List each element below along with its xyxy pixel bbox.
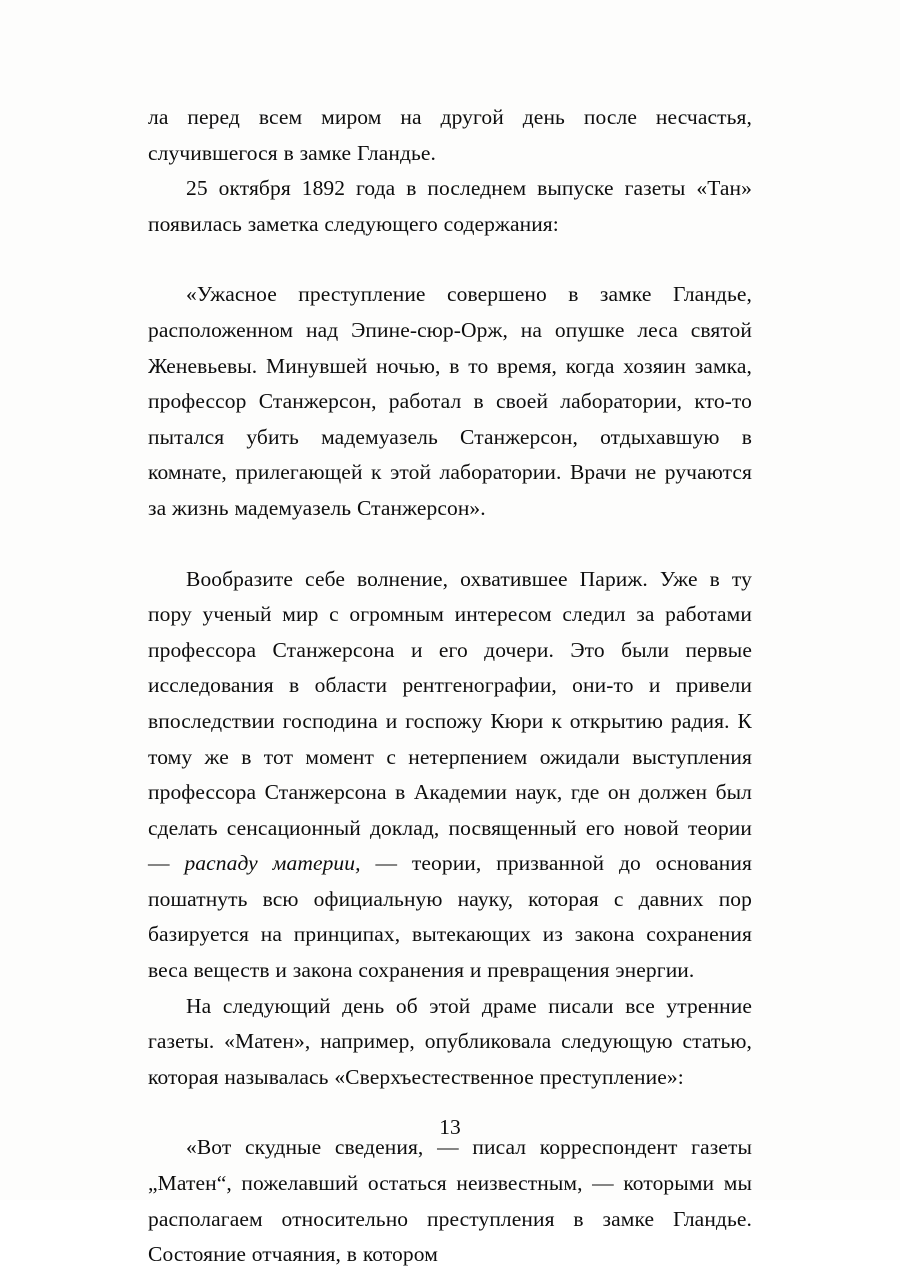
paragraph-paris-excitement bbox=[148, 562, 752, 989]
paragraph-spacer bbox=[148, 527, 752, 562]
paragraph-quote-matin: «Вот скудные сведения, — писал корреспондент газеты „Матен“, пожелавший остаться неизвестным, — которыми мы располагаем относительно преступления в замке Гландье. Состояние отчаяния, в котором bbox=[148, 1135, 752, 1267]
paragraph-quote-crime: «Ужасное преступление совершено в замке Гландье, расположенном над Эпине-сюр-Орж, на опушке леса святой Женевьевы. Минувшей ночью, в то время, когда хозяин замка, профессор Станжерсон, работал в своей лаборатории, кто-то пытался убить мадемуазель Станжерсон, отдыхавшую в комнате, прилегающей к этой лаборатории. Врачи не ручаются за жизнь мадемуазель Станжерсон». bbox=[148, 282, 752, 520]
paragraph-text-after-italic: — теории, призванной до основания пошатнуть всю официальную науку, которая с давних пор базируется на принципах, вытекающих из закона сохранения веса веществ и закона сохранения и превращения энергии. bbox=[148, 851, 752, 983]
emphasized-term-decay-of-matter: распаду материи, bbox=[184, 851, 361, 876]
paragraph-date-note: 25 октября 1892 года в последнем выпуске газеты «Тан» появилась заметка следующего содержания: bbox=[148, 176, 752, 236]
paragraph-continued: ла перед всем миром на другой день после несчастья, случившегося в замке Гландье. bbox=[148, 105, 752, 165]
paragraph-spacer bbox=[148, 242, 752, 277]
paragraph-text-before-italic: Вообразите себе волнение, охватившее Париж. Уже в ту пору ученый мир с огромным интересом следил за работами профессора Станжерсона и его дочери. Это были первые исследования в области рентгенографии, они-то и привели впоследствии господина и госпожу Кюри к открытию радия. К тому же в тот момент с нетерпением ожидали выступления профессора Станжерсона в Академии наук, где он должен был сделать сенсационный доклад, посвященный его новой теории — bbox=[148, 566, 752, 876]
paragraph-next-day-press: На следующий день об этой драме писали все утренние газеты. «Матен», например, опубликовала следующую статью, которая называлась «Сверхъестественное преступление»: bbox=[148, 993, 752, 1089]
body-text-column bbox=[148, 100, 752, 1273]
page-number: 13 bbox=[439, 1115, 461, 1139]
